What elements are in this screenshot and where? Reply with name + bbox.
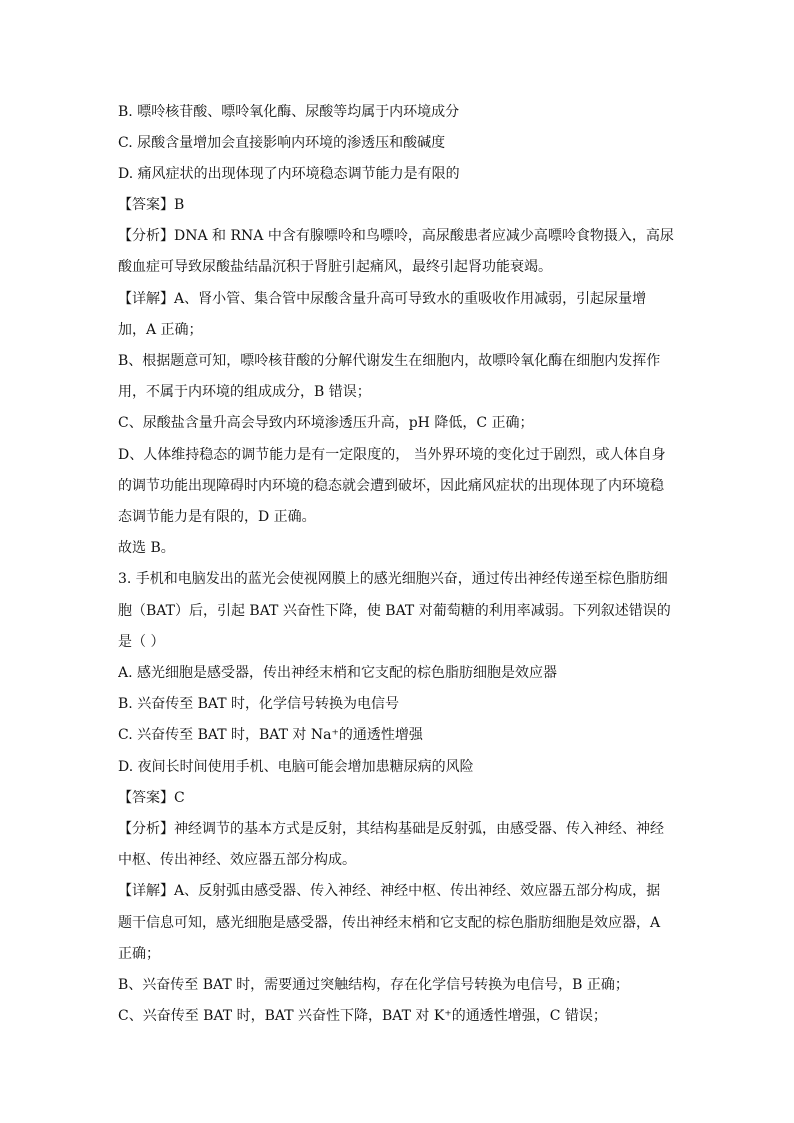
analysis-line: 酸血症可导致尿酸盐结晶沉积于肾脏引起痛风，最终引起肾功能衰竭。 — [118, 259, 552, 275]
option-c-line: C. 兴奋传至 BAT 时，BAT 对 Na⁺的通透性增强 — [118, 727, 423, 743]
explanation-line: C、兴奋传至 BAT 时，BAT 兴奋性下降，BAT 对 K⁺的通透性增强，C 错误； — [118, 1008, 607, 1024]
answer-line: 【答案】B — [118, 197, 185, 213]
explanation-line: 【详解】A、肾小管、集合管中尿酸含量升高可导致水的重吸收作用减弱，引起尿量增 — [118, 291, 647, 307]
explanation-line: 用，不属于内环境的组成成分，B 错误； — [118, 384, 371, 400]
explanation-line: 题干信息可知，感光细胞是感受器，传出神经末梢和它支配的棕色脂肪细胞是效应器，A — [118, 915, 661, 931]
option-d-line: D. 夜间长时间使用手机、电脑可能会增加患糖尿病的风险 — [118, 759, 474, 775]
option-b-line: B. 嘌呤核苷酸、嘌呤氧化酶、尿酸等均属于内环境成分 — [118, 104, 460, 120]
explanation-line: D、人体维持稳态的调节能力是有一定限度的， 当外界环境的变化过于剧烈，或人体自身 — [118, 447, 666, 463]
explanation-line: 态调节能力是有限的，D 正确。 — [118, 509, 316, 525]
conclusion-line: 故选 B。 — [118, 540, 175, 556]
explanation-line: 【详解】A、反射弧由感受器、传入神经、神经中枢、传出神经、效应器五部分构成，据 — [118, 883, 661, 899]
question-line: 是（ ） — [118, 634, 165, 650]
explanation-line: B、兴奋传至 BAT 时，需要通过突触结构，存在化学信号转换为电信号，B 正确； — [118, 977, 629, 993]
explanation-line: B、根据题意可知，嘌呤核苷酸的分解代谢发生在细胞内，故嘌呤氧化酶在细胞内发挥作 — [118, 353, 661, 369]
explanation-line: 加，A 正确； — [118, 322, 203, 338]
explanation-line: 的调节功能出现障碍时内环境的稳态就会遭到破坏，因此痛风症状的出现体现了内环境稳 — [118, 478, 664, 494]
question-line: 3. 手机和电脑发出的蓝光会使视网膜上的感光细胞兴奋，通过传出神经传递至棕色脂肪细 — [118, 571, 668, 587]
option-a-line: A. 感光细胞是感受器，传出神经末梢和它支配的棕色脂肪细胞是效应器 — [118, 665, 558, 681]
option-c-line: C. 尿酸含量增加会直接影响内环境的渗透压和酸碱度 — [118, 135, 446, 151]
option-d-line: D. 痛风症状的出现体现了内环境稳态调节能力是有限的 — [118, 166, 460, 182]
option-b-line: B. 兴奋传至 BAT 时，化学信号转换为电信号 — [118, 696, 400, 712]
analysis-line: 【分析】神经调节的基本方式是反射，其结构基础是反射弧，由感受器、传入神经、神经 — [118, 821, 664, 837]
analysis-line: 中枢、传出神经、效应器五部分构成。 — [118, 852, 356, 868]
explanation-line: 正确； — [118, 946, 160, 962]
answer-line: 【答案】C — [118, 790, 185, 806]
question-line: 胞（BAT）后，引起 BAT 兴奋性下降，使 BAT 对葡萄糖的利用率减弱。下列叙述错误的 — [118, 603, 671, 619]
analysis-line: 【分析】DNA 和 RNA 中含有腺嘌呤和鸟嘌呤，高尿酸患者应减少高嘌呤食物摄入，高尿 — [118, 228, 674, 244]
explanation-line: C、尿酸盐含量升高会导致内环境渗透压升高，pH 降低，C 正确； — [118, 415, 534, 431]
